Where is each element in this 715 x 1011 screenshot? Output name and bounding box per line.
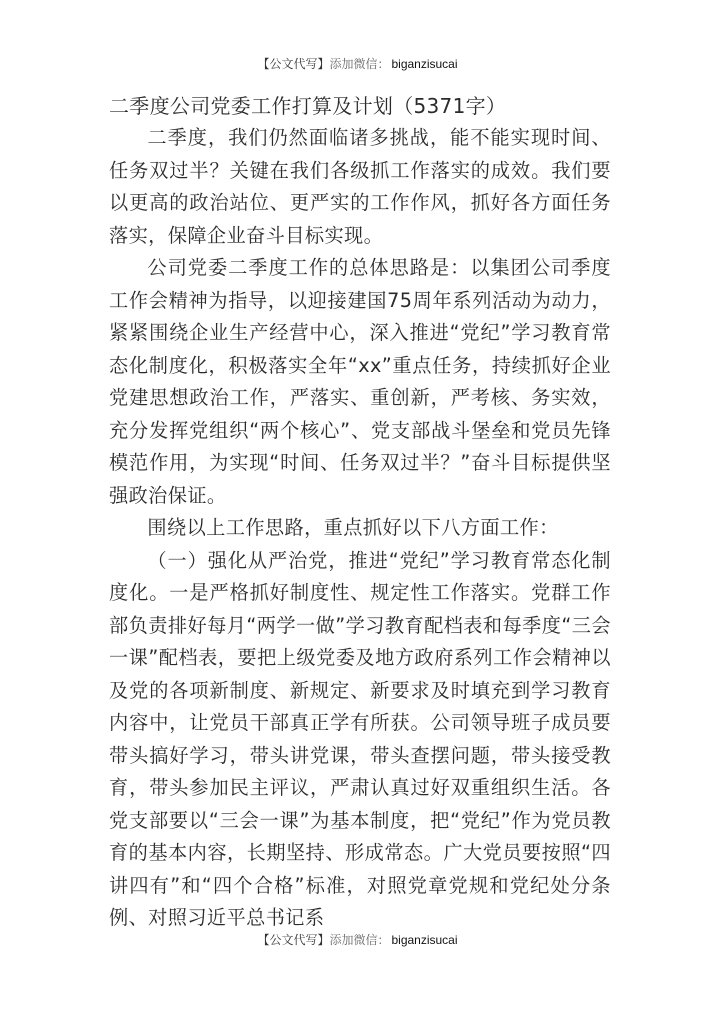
paragraph: （一）强化从严治党，推进“党纪”学习教育常态化制度化。一是严格抓好制度性、规定性工作落实。党群工作部负责排好每月“两学一做”学习教育配档表和每季度“三会一课”配档表，要把上级党委及地方政府系列工作会精神以及党的各项新制度、新规定、新要求及时填充到学习教育内容中，让党员干部真正学有所获。公司领导班子成员要带头搞好学习，带头讲党课，带头查摆问题，带头接受教育，带头参加民主评议，严肃认真过好双重组织生活。各党支部要以“三会一课”为基本制度，把“党纪”作为党员教育的基本内容，长期坚持、形成常态。广大党员要按照“四讲四有”和“四个合格”标准，对照党章党规和党纪处分条例、对照习近平总书记系 [109, 548, 611, 929]
footer-bracket-text: 【公文代写】 [257, 933, 330, 947]
header-bracket-text: 【公文代写】 [257, 57, 330, 71]
page-header [0, 56, 715, 72]
paragraph: 二季度，我们仍然面临诸多挑战，能不能实现时间、任务双过半？关键在我们各级抓工作落实的成效。我们要以更高的政治站位、更严实的工作作风，抓好各方面任务落实，保障企业奋斗目标实现。 [109, 126, 611, 247]
paragraph: 围绕以上工作思路，重点抓好以下八方面工作： [147, 516, 559, 539]
header-wechat-id: biganzisucai [391, 57, 458, 71]
document-title: 二季度公司党委工作打算及计划（5371字） [109, 94, 507, 118]
footer-wechat-id: biganzisucai [391, 933, 458, 947]
page-footer [0, 932, 715, 948]
document-body [109, 90, 611, 935]
paragraph: 公司党委二季度工作的总体思路是：以集团公司季度工作会精神为指导，以迎接建国75周年系列活动为动力，紧紧围绕企业生产经营中心，深入推进“党纪”学习教育常态化制度化，积极落实全年“xx”重点任务，持续抓好企业党建思想政治工作，严落实、重创新，严考核、务实效，充分发挥党组织“两个核心”、党支部战斗堡垒和党员先锋模范作用，为实现“时间、任务双过半？”奋斗目标提供坚强政治保证。 [109, 256, 611, 507]
header-label: 添加微信： [329, 57, 390, 71]
footer-label: 添加微信： [329, 933, 390, 947]
